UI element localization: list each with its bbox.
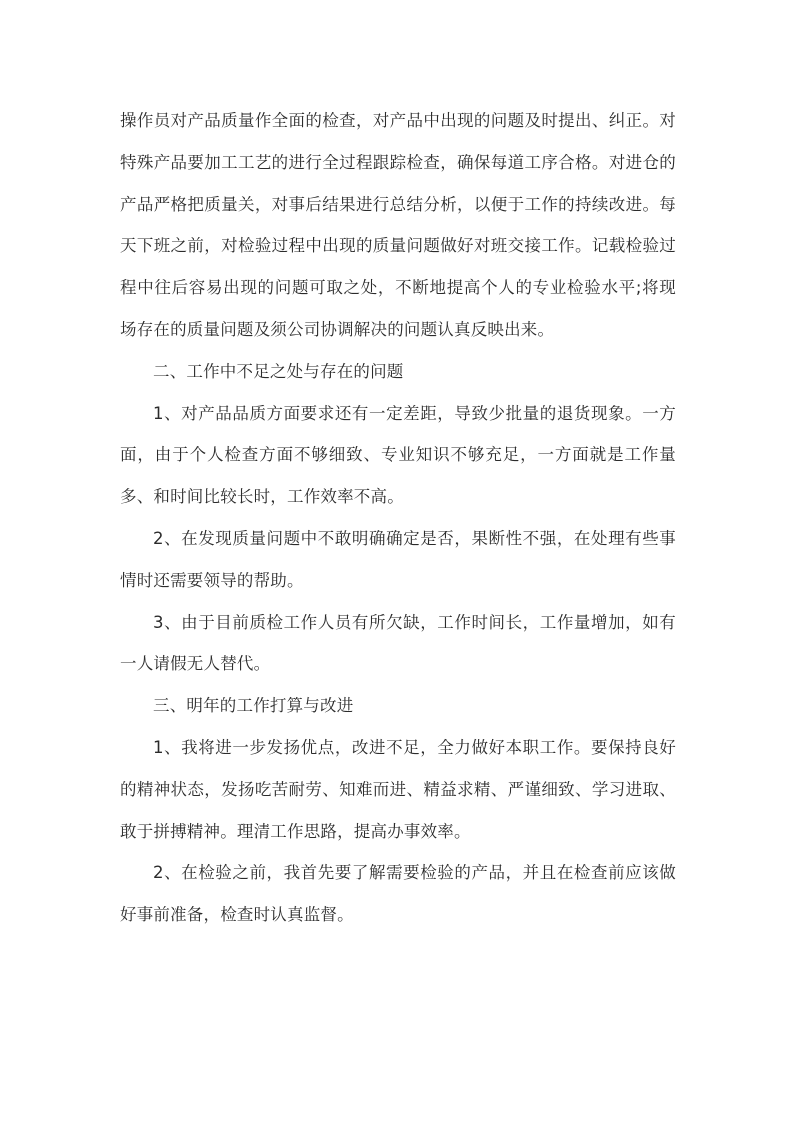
paragraph-continuation: 操作员对产品质量作全面的检查，对产品中出现的问题及时提出、纠正。对特殊产品要加工工艺的进行全过程跟踪检查，确保每道工序合格。对进仓的产品严格把质量关，对事后结果进行总结分析，以便于工作的持续改进。每天下班之前，对检验过程中出现的质量问题做好对班交接工作。记载检验过程中往后容易出现的问题可取之处，不断地提高个人的专业检验水平;将现场存在的质量问题及须公司协调解决的问题认真反映出来。 (120, 111, 676, 339)
paragraph-issue-1: 1、对产品品质方面要求还有一定差距，导致少批量的退货现象。一方面，由于个人检查方面不够细致、专业知识不够充足，一方面就是工作量多、和时间比较长时，工作效率不高。 (120, 403, 676, 507)
section-heading-2: 二、工作中不足之处与存在的问题 (153, 361, 404, 381)
document-body (120, 100, 676, 936)
paragraph-plan-1: 1、我将进一步发扬优点，改进不足，全力做好本职工作。要保持良好的精神状态，发扬吃苦耐劳、知难而进、精益求精、严谨细致、学习进取、敢于拼搏精神。理清工作思路，提高办事效率。 (120, 737, 676, 841)
paragraph-issue-2: 2、在发现质量问题中不敢明确确定是否，果断性不强，在处理有些事情时还需要领导的帮助。 (120, 528, 676, 590)
paragraph-plan-2: 2、在检验之前，我首先要了解需要检验的产品，并且在检查前应该做好事前准备，检查时认真监督。 (120, 863, 676, 925)
section-heading-3: 三、明年的工作打算与改进 (153, 696, 354, 716)
paragraph-issue-3: 3、由于目前质检工作人员有所欠缺，工作时间长，工作量增加，如有一人请假无人替代。 (120, 612, 676, 674)
